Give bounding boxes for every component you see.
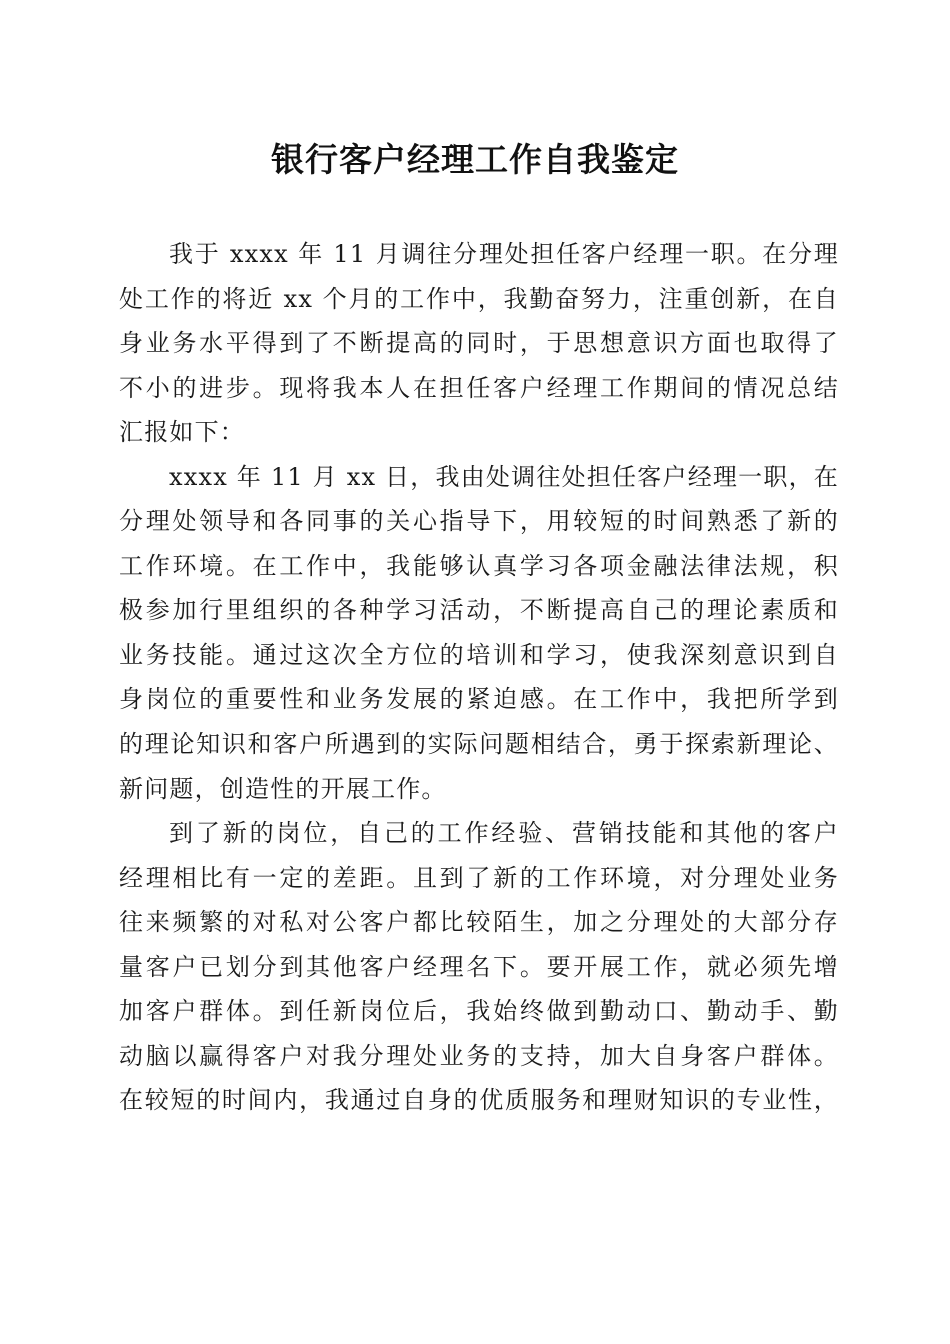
text-line: 经理相比有一定的差距。且到了新的工作环境，对分理处业务: [119, 863, 839, 892]
paragraph-2: [119, 455, 839, 811]
text-line: 量客户已划分到其他客户经理名下。要开展工作，就必须先增: [119, 952, 839, 981]
text-line: 工作环境。在工作中，我能够认真学习各项金融法律法规，积: [119, 551, 839, 580]
text-line: 动脑以赢得客户对我分理处业务的支持，加大自身客户群体。: [119, 1041, 839, 1070]
paragraph-3: [119, 811, 839, 1123]
document-title: 银行客户经理工作自我鉴定: [271, 140, 679, 179]
text-line: 的理论知识和客户所遇到的实际问题相结合，勇于探索新理论、: [119, 730, 839, 759]
text-line: 到了新的岗位，自己的工作经验、营销技能和其他的客户: [169, 819, 839, 848]
text-line: xxxx 年 11 月 xx 日，我由处调往处担任客户经理一职，在: [169, 462, 839, 491]
paragraph-1: [119, 232, 839, 455]
text-line: 处工作的将近 xx 个月的工作中，我勤奋努力，注重创新，在自: [119, 284, 839, 313]
text-line: 极参加行里组织的各种学习活动，不断提高自己的理论素质和: [119, 596, 839, 625]
document-body: [119, 232, 839, 1123]
text-line: 不小的进步。现将我本人在担任客户经理工作期间的情况总结: [119, 373, 839, 402]
text-line: 在较短的时间内，我通过自身的优质服务和理财知识的专业性，: [119, 1086, 839, 1115]
text-line: 身业务水平得到了不断提高的同时，于思想意识方面也取得了: [119, 329, 839, 358]
text-line: 加客户群体。到任新岗位后，我始终做到勤动口、勤动手、勤: [119, 997, 839, 1026]
text-line: 往来频繁的对私对公客户都比较陌生，加之分理处的大部分存: [119, 908, 839, 937]
text-line: 汇报如下：: [119, 418, 245, 447]
text-line: 身岗位的重要性和业务发展的紧迫感。在工作中，我把所学到: [119, 685, 839, 714]
text-line: 业务技能。通过这次全方位的培训和学习，使我深刻意识到自: [119, 640, 839, 669]
text-line: 新问题，创造性的开展工作。: [119, 774, 447, 803]
text-line: 分理处领导和各同事的关心指导下，用较短的时间熟悉了新的: [119, 507, 839, 536]
text-line: 我于 xxxx 年 11 月调往分理处担任客户经理一职。在分理: [169, 240, 839, 268]
